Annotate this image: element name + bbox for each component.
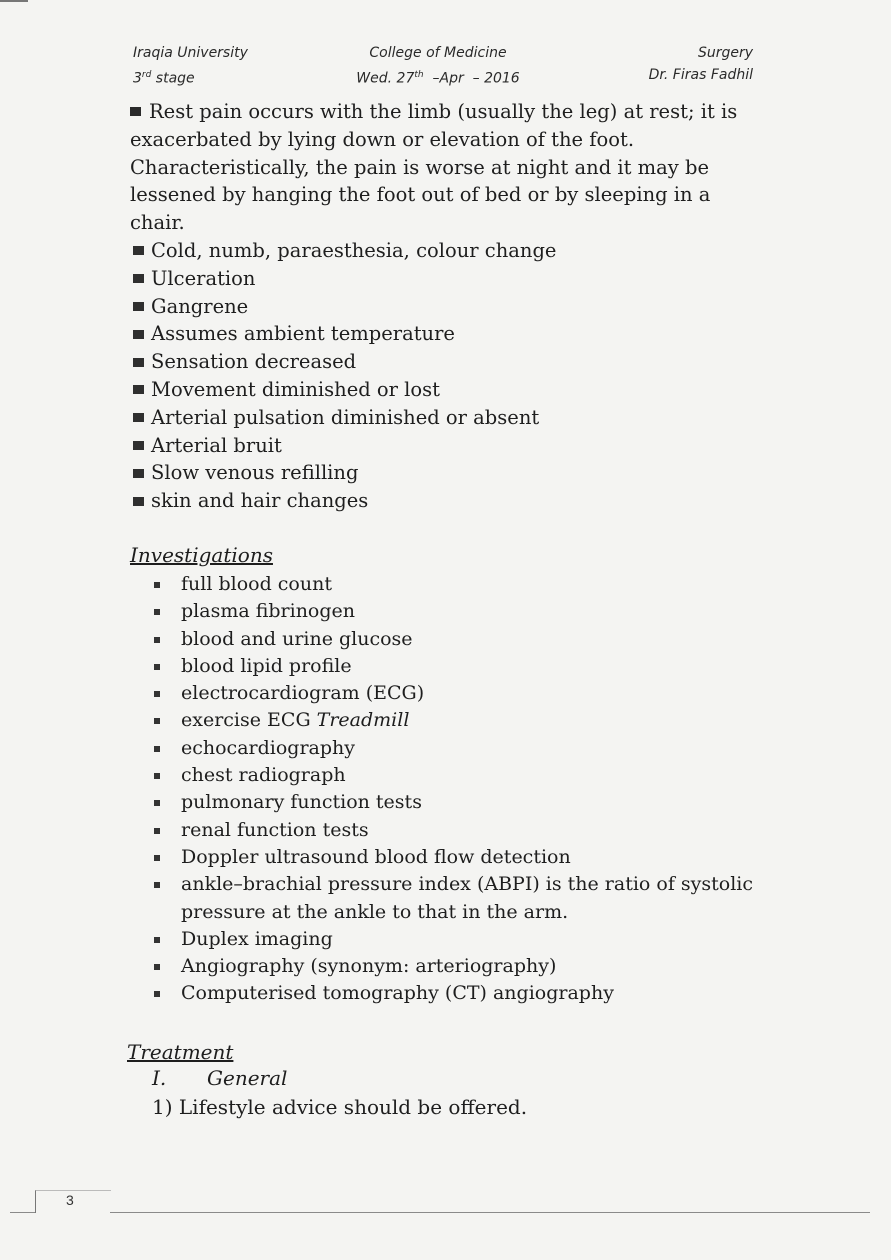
bullet-icon [154,991,160,997]
investigations-heading: Investigations [130,543,273,567]
bullet-icon [154,664,160,670]
intro-paragraph: Rest pain occurs with the limb (usually the leg) at rest; it is exacerbated by lying down or elevation of the foot. Characteristically, the pain is worse at night and it may be lessened by hanging the foot out of bed or by sleeping in a chair. [130,100,738,235]
list-item: Arterial bruit [133,432,556,460]
list-item: Slow venous refilling [133,459,556,487]
bullet-icon [154,964,160,970]
list-item: Movement diminished or lost [133,376,556,404]
header-subject: Surgery [697,45,753,61]
bullet-icon [154,718,160,724]
header-stage: 3rd stage [133,70,195,87]
bullet-icon [154,828,160,834]
square-bullet-icon [133,302,144,311]
square-bullet-icon [133,274,144,283]
list-item: plasma fibrinogen [153,598,753,625]
footer-rule-left [10,1212,35,1213]
square-bullet-icon [133,385,144,394]
list-item: blood lipid profile [153,653,753,680]
investigations-list [153,571,753,1008]
list-item: Assumes ambient temperature [133,320,556,348]
square-bullet-icon [133,441,144,450]
bullet-icon [154,773,160,779]
footer-rule [110,1212,870,1213]
bullet-icon [154,609,160,615]
list-item: Doppler ultrasound blood flow detection [153,844,753,871]
list-item: Ulceration [133,265,556,293]
square-bullet-icon [133,469,144,478]
square-bullet-icon [133,358,144,367]
list-item: echocardiography [153,735,753,762]
square-bullet-icon [133,330,144,339]
header-center [353,42,523,90]
list-item: Gangrene [133,293,556,321]
page-number: 3 [66,1192,74,1208]
symptom-list [133,237,556,515]
list-item: Arterial pulsation diminished or absent [133,404,556,432]
treatment-heading: Treatment [127,1040,234,1064]
header-date: Wed. 27th –Apr – 2016 [356,70,520,87]
list-item: blood and urine glucose [153,626,753,653]
list-item: pulmonary function tests [153,789,753,816]
header-left [133,42,248,90]
list-item: renal function tests [153,817,753,844]
treatment-subheading: I. General [152,1066,288,1090]
square-bullet-icon [130,107,141,116]
bullet-icon [154,637,160,643]
list-item: full blood count [153,571,753,598]
treatment-item: 1) Lifestyle advice should be offered. [152,1095,528,1119]
square-bullet-icon [133,497,144,506]
header-right [630,42,753,86]
bullet-icon [154,746,160,752]
list-item: ankle–brachial pressure index (ABPI) is the ratio of systolic pressure at the ankle to that in the arm. [153,871,753,926]
bullet-icon [154,800,160,806]
list-item: exercise ECG Treadmill [153,707,753,734]
header-college: College of Medicine [369,45,507,61]
list-item: Angiography (synonym: arteriography) [153,953,753,980]
list-item: chest radiograph [153,762,753,789]
bullet-icon [154,691,160,697]
square-bullet-icon [133,413,144,422]
bullet-icon [154,937,160,943]
list-item: skin and hair changes [133,487,556,515]
corner-mark [0,0,28,2]
list-item: Computerised tomography (CT) angiography [153,980,753,1007]
square-bullet-icon [133,246,144,255]
header-university: Iraqia University [133,45,248,61]
header-lecturer: Dr. Firas Fadhil [648,67,753,83]
list-item: Duplex imaging [153,926,753,953]
bullet-icon [154,882,160,888]
list-item: Sensation decreased [133,348,556,376]
list-item: electrocardiogram (ECG) [153,680,753,707]
bullet-icon [154,855,160,861]
bullet-icon [154,582,160,588]
list-item: Cold, numb, paraesthesia, colour change [133,237,556,265]
